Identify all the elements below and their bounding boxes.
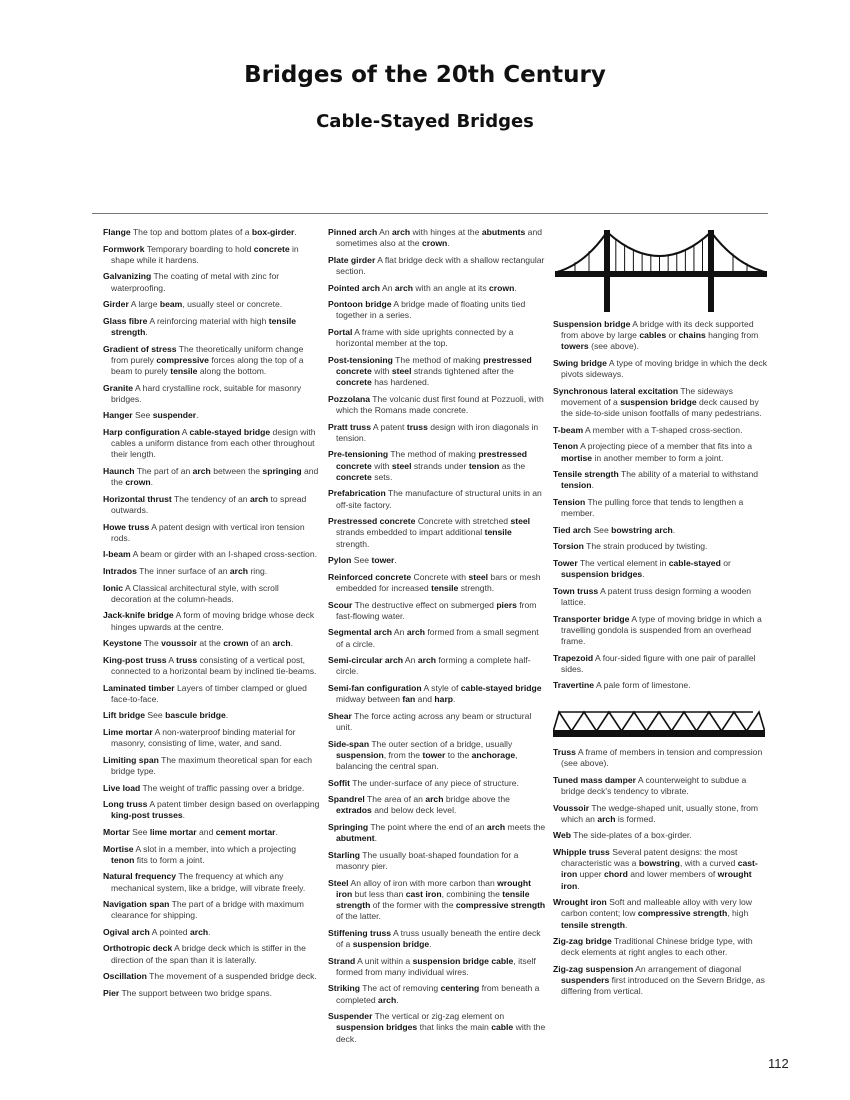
glossary-definition: A patent truss design with iron diagonals in tension. xyxy=(336,421,539,443)
glossary-definition: The strain produced by twisting. xyxy=(586,541,708,552)
glossary-definition: A truss usually beneath the entire deck of a suspension bridge. xyxy=(336,927,541,949)
glossary-entry xyxy=(553,386,771,420)
glossary-entry xyxy=(553,775,771,797)
glossary-entry xyxy=(553,803,771,825)
glossary-definition: Temporary boarding to hold concrete in shape while it hardens. xyxy=(111,243,299,265)
glossary-entry xyxy=(553,897,771,931)
glossary-entry xyxy=(103,271,321,293)
glossary-term: Oscillation xyxy=(103,971,147,982)
glossary-definition: A patent design with vertical iron tension rods. xyxy=(111,521,305,543)
glossary-definition: A non-waterproof binding material for masonry, consisting of lime, water, and sand. xyxy=(111,726,296,749)
glossary-definition: An arrangement of diagonal suspenders first introduced on the Severn Bridge, as differing from vertical. xyxy=(561,963,765,997)
glossary-term: Glass fibre xyxy=(103,315,148,326)
glossary-term: Gradient of stress xyxy=(103,343,177,354)
glossary-entry xyxy=(328,1011,546,1045)
glossary-entry xyxy=(328,355,546,389)
glossary-term: Portal xyxy=(328,326,353,337)
glossary-definition: The voussoir at the crown of an arch. xyxy=(143,638,293,649)
glossary-entry xyxy=(328,327,546,349)
glossary-definition: Soft and malleable alloy with very low carbon content; low compressive strength, high tensile strength. xyxy=(561,897,752,930)
glossary-entry xyxy=(553,358,771,380)
glossary-definition: The sideways movement of a suspension bridge deck caused by the side-to-side unison footfalls of many pedestrians. xyxy=(561,385,762,419)
glossary-entry xyxy=(328,794,546,816)
glossary-definition: An arch forming a complete half-circle. xyxy=(336,655,531,677)
glossary-definition: The destructive effect on submerged piers from fast-flowing water. xyxy=(336,599,537,621)
glossary-definition: The ability of a material to withstand tension. xyxy=(561,469,759,491)
glossary-column-right-top xyxy=(553,319,771,697)
glossary-term: Soffit xyxy=(328,777,350,788)
glossary-definition: A pale form of limestone. xyxy=(596,680,691,691)
glossary-definition: The area of an arch bridge above the extrados and below deck level. xyxy=(336,794,510,816)
glossary-column-middle xyxy=(328,227,546,1050)
glossary-definition: A bridge made of floating units tied together in a series. xyxy=(336,299,526,321)
glossary-term: Semi-circular arch xyxy=(328,655,403,666)
glossary-entry xyxy=(553,936,771,958)
glossary-definition: A hard crystalline rock, suitable for masonry bridges. xyxy=(111,382,302,404)
glossary-entry xyxy=(328,299,546,321)
glossary-entry xyxy=(103,683,321,705)
glossary-term: Mortise xyxy=(103,843,134,854)
glossary-term: Haunch xyxy=(103,465,135,476)
glossary-definition: A bridge with its deck supported from above by large cables or chains hanging from towers (see above). xyxy=(561,319,759,352)
glossary-term: Hanger xyxy=(103,410,133,421)
glossary-definition: The coating of metal with zinc for waterproofing. xyxy=(111,271,280,293)
glossary-term: Tenon xyxy=(553,441,579,452)
glossary-term: Mortar xyxy=(103,826,130,837)
glossary-definition: Concrete with steel bars or mesh embedded for increased tensile strength. xyxy=(336,571,541,593)
glossary-definition: The method of making prestressed concrete with steel strands tightened after the concrete has hardened. xyxy=(336,354,532,388)
glossary-term: Intrados xyxy=(103,565,137,576)
glossary-entry xyxy=(103,299,321,310)
page-subtitle: Cable-Stayed Bridges xyxy=(316,111,534,132)
glossary-term: Plate girder xyxy=(328,254,376,265)
glossary-entry xyxy=(553,614,771,648)
glossary-entry xyxy=(103,566,321,577)
glossary-entry xyxy=(328,227,546,249)
glossary-entry xyxy=(103,427,321,461)
glossary-definition: The usually boat-shaped foundation for a masonry pier. xyxy=(336,849,519,871)
glossary-entry xyxy=(553,441,771,463)
glossary-definition: The part of an arch between the springing and the crown. xyxy=(111,465,319,488)
glossary-entry xyxy=(328,627,546,649)
glossary-entry xyxy=(103,410,321,421)
glossary-entry xyxy=(103,710,321,721)
glossary-term: Tuned mass damper xyxy=(553,774,636,785)
page-number: 112 xyxy=(768,1056,789,1071)
glossary-term: Striking xyxy=(328,983,360,994)
glossary-definition: The part of a bridge with maximum clearance for shipping. xyxy=(111,899,304,921)
glossary-definition: A unit within a suspension bridge cable, itself formed from many individual wires. xyxy=(336,955,536,977)
glossary-term: Segmental arch xyxy=(328,627,392,638)
glossary-term: Lime mortar xyxy=(103,726,153,737)
glossary-entry xyxy=(328,394,546,416)
glossary-definition: The maximum theoretical span for each bridge type. xyxy=(111,754,313,776)
glossary-entry xyxy=(103,244,321,266)
glossary-entry xyxy=(103,316,321,338)
glossary-term: Reinforced concrete xyxy=(328,571,412,582)
glossary-definition: The pulling force that tends to lengthen a member. xyxy=(561,496,744,519)
glossary-entry xyxy=(328,449,546,483)
glossary-term: Keystone xyxy=(103,638,142,649)
glossary-term: Travertine xyxy=(553,680,595,691)
glossary-term: Howe truss xyxy=(103,521,150,532)
glossary-definition: The movement of a suspended bridge deck. xyxy=(149,971,317,982)
glossary-entry xyxy=(553,847,771,892)
glossary-entry xyxy=(553,525,771,536)
glossary-entry xyxy=(553,319,771,353)
glossary-term: Suspender xyxy=(328,1011,373,1022)
glossary-term: Tension xyxy=(553,496,586,507)
glossary-definition: The theoretically uniform change from purely compressive forces along the top of a beam to purely tensile along the bottom. xyxy=(111,343,304,376)
glossary-entry xyxy=(103,927,321,938)
glossary-term: Torsion xyxy=(553,541,584,552)
glossary-term: Pozzolana xyxy=(328,393,371,404)
glossary-term: Suspension bridge xyxy=(553,319,631,329)
glossary-column-right-bottom xyxy=(553,747,771,1003)
glossary-entry xyxy=(328,956,546,978)
glossary-entry xyxy=(553,830,771,841)
glossary-entry xyxy=(553,497,771,519)
glossary-entry xyxy=(103,783,321,794)
glossary-definition: See tower. xyxy=(353,555,397,566)
glossary-entry xyxy=(553,425,771,436)
glossary-definition: Concrete with stretched steel strands embedded to impart additional tensile strength. xyxy=(336,516,531,549)
glossary-definition: An alloy of iron with more carbon than wrought iron but less than cast iron, combining the tensile strength of the former with the compressive strength of the latter. xyxy=(336,877,546,922)
glossary-term: Flange xyxy=(103,227,131,237)
glossary-term: Navigation span xyxy=(103,899,170,910)
glossary-entry xyxy=(553,747,771,769)
glossary-entry xyxy=(328,283,546,294)
glossary-definition: A patent truss design forming a wooden lattice. xyxy=(561,585,752,607)
glossary-term: Steel xyxy=(328,877,349,888)
glossary-entry xyxy=(103,227,321,238)
glossary-definition: A pointed arch. xyxy=(151,926,211,937)
glossary-definition: An arch with an angle at its crown. xyxy=(381,282,517,293)
glossary-definition: The act of removing centering from beneath a completed arch. xyxy=(336,983,540,1005)
glossary-definition: A cable-stayed bridge design with cables a uniform distance from each other throughout their length. xyxy=(111,426,316,460)
glossary-term: Laminated timber xyxy=(103,682,175,693)
glossary-entry xyxy=(328,422,546,444)
glossary-term: Stiffening truss xyxy=(328,927,392,938)
glossary-definition: An arch with hinges at the abutments and sometimes also at the crown. xyxy=(336,227,543,249)
glossary-entry xyxy=(103,988,321,999)
page-title: Bridges of the 20th Century xyxy=(244,62,606,88)
glossary-term: Harp configuration xyxy=(103,426,180,437)
glossary-term: Pratt truss xyxy=(328,421,371,432)
glossary-entry xyxy=(103,466,321,488)
glossary-entry xyxy=(103,899,321,921)
glossary-definition: The side-plates of a box-girder. xyxy=(573,830,692,841)
glossary-entry xyxy=(103,655,321,677)
glossary-entry xyxy=(328,711,546,733)
glossary-definition: The point where the end of an arch meets the abutment. xyxy=(336,821,546,844)
glossary-definition: The weight of traffic passing over a bridge. xyxy=(142,782,305,793)
glossary-term: Transporter bridge xyxy=(553,613,630,624)
glossary-definition: A four-sided figure with one pair of parallel sides. xyxy=(561,652,756,674)
glossary-term: Horizontal thrust xyxy=(103,493,172,504)
glossary-definition: Traditional Chinese bridge type, with deck elements at right angles to each other. xyxy=(561,936,753,958)
glossary-term: Spandrel xyxy=(328,794,365,805)
glossary-entry xyxy=(103,971,321,982)
glossary-definition: See bowstring arch. xyxy=(593,524,676,535)
glossary-entry xyxy=(328,572,546,594)
glossary-term: Tensile strength xyxy=(553,469,619,480)
glossary-term: Pylon xyxy=(328,555,352,566)
glossary-term: Pontoon bridge xyxy=(328,299,392,310)
glossary-term: Tied arch xyxy=(553,524,592,535)
glossary-entry xyxy=(328,778,546,789)
glossary-entry xyxy=(103,344,321,378)
glossary-definition: A projecting piece of a member that fits into a mortise in another member to form a joint. xyxy=(561,441,753,463)
glossary-term: Pointed arch xyxy=(328,282,381,293)
glossary-term: Springing xyxy=(328,821,369,832)
glossary-term: Live load xyxy=(103,782,141,793)
glossary-entry xyxy=(103,844,321,866)
glossary-term: Granite xyxy=(103,382,134,393)
glossary-definition: The support between two bridge spans. xyxy=(121,987,272,998)
glossary-definition: A truss consisting of a vertical post, connected to a horizontal beam by inclined tie-beams. xyxy=(111,654,317,676)
glossary-definition: A beam or girder with an I-shaped cross-section. xyxy=(132,549,318,560)
glossary-definition: A member with a T-shaped cross-section. xyxy=(585,424,743,435)
glossary-term: Zig-zag bridge xyxy=(553,936,612,947)
glossary-term: Prefabrication xyxy=(328,488,386,499)
glossary-term: Semi-fan configuration xyxy=(328,682,422,693)
glossary-term: Web xyxy=(553,830,571,841)
truss-web xyxy=(553,712,765,732)
glossary-entry xyxy=(103,638,321,649)
glossary-definition: See suspender. xyxy=(135,410,199,421)
glossary-definition: A flat bridge deck with a shallow rectangular section. xyxy=(336,254,545,276)
glossary-definition: An arch formed from a small segment of a circle. xyxy=(336,627,539,649)
glossary-entry xyxy=(553,680,771,691)
glossary-definition: A form of moving bridge whose deck hinges upwards at the centre. xyxy=(111,610,315,632)
glossary-entry xyxy=(103,610,321,632)
glossary-term: Scour xyxy=(328,599,353,610)
glossary-entry xyxy=(328,600,546,622)
glossary-definition: A bridge deck which is stiffer in the direction of the span than it is laterally. xyxy=(111,943,306,965)
glossary-entry xyxy=(103,799,321,821)
glossary-term: Voussoir xyxy=(553,802,590,813)
glossary-definition: The vertical or zig-zag element on suspension bridges that links the main cable with the deck. xyxy=(336,1011,546,1044)
glossary-entry xyxy=(553,653,771,675)
glossary-definition: A slot in a member, into which a projecting tenon fits to form a joint. xyxy=(111,843,296,865)
glossary-definition: The under-surface of any piece of structure. xyxy=(352,777,519,788)
glossary-term: Tower xyxy=(553,557,578,568)
glossary-definition: The frequency at which any mechanical system, like a bridge, will vibrate freely. xyxy=(111,871,306,893)
glossary-entry xyxy=(328,928,546,950)
glossary-term: Prestressed concrete xyxy=(328,516,416,527)
glossary-definition: A reinforcing material with high tensile strength. xyxy=(111,315,296,337)
glossary-entry xyxy=(328,683,546,705)
glossary-definition: A counterweight to subdue a bridge deck's tendency to vibrate. xyxy=(561,774,747,796)
glossary-definition: The outer section of a bridge, usually suspension, from the tower to the anchorage, balancing the central span. xyxy=(336,738,518,771)
glossary-term: Shear xyxy=(328,710,352,721)
glossary-term: Strand xyxy=(328,955,356,966)
glossary-entry xyxy=(328,822,546,844)
glossary-definition: A frame of members in tension and compression (see above). xyxy=(561,747,763,769)
divider xyxy=(92,213,768,214)
glossary-definition: A type of moving bridge in which a travelling gondola is suspended from an overhead frame. xyxy=(561,613,762,646)
glossary-entry xyxy=(328,516,546,550)
glossary-term: Wrought iron xyxy=(553,897,607,908)
glossary-term: Orthotropic deck xyxy=(103,943,173,954)
glossary-entry xyxy=(553,964,771,998)
glossary-entry xyxy=(328,555,546,566)
glossary-definition: A style of cable-stayed bridge midway between fan and harp. xyxy=(336,682,542,705)
glossary-term: Natural frequency xyxy=(103,871,177,882)
glossary-term: Synchronous lateral excitation xyxy=(553,385,679,396)
glossary-definition: The top and bottom plates of a box-girder. xyxy=(132,227,297,237)
glossary-term: I-beam xyxy=(103,549,131,560)
glossary-term: Trapezoid xyxy=(553,652,594,663)
glossary-column-left xyxy=(103,227,321,1004)
glossary-entry xyxy=(553,586,771,608)
glossary-entry xyxy=(553,541,771,552)
glossary-entry xyxy=(103,827,321,838)
glossary-entry xyxy=(328,255,546,277)
glossary-entry xyxy=(553,558,771,580)
glossary-definition: The tendency of an arch to spread outwards. xyxy=(111,493,307,515)
glossary-term: Ogival arch xyxy=(103,926,150,937)
glossary-definition: The wedge-shaped unit, usually stone, from which an arch is formed. xyxy=(561,802,759,824)
glossary-term: Lift bridge xyxy=(103,710,146,721)
glossary-definition: The vertical element in cable-stayed or suspension bridges. xyxy=(561,557,731,580)
glossary-entry xyxy=(328,655,546,677)
glossary-term: Zig-zag suspension xyxy=(553,963,634,974)
glossary-definition: A frame with side uprights connected by a horizontal member at the top. xyxy=(336,326,514,349)
glossary-definition: See bascule bridge. xyxy=(147,710,229,721)
glossary-term: Pre-tensioning xyxy=(328,449,389,460)
glossary-entry xyxy=(103,383,321,405)
glossary-term: Truss xyxy=(553,747,576,757)
glossary-definition: See lime mortar and cement mortar. xyxy=(132,826,278,837)
glossary-term: Jack-knife bridge xyxy=(103,610,174,621)
glossary-term: Girder xyxy=(103,299,129,310)
glossary-entry xyxy=(328,878,546,923)
glossary-definition: A type of moving bridge in which the deck pivots sideways. xyxy=(561,358,767,380)
glossary-term: Limiting span xyxy=(103,754,159,765)
glossary-entry xyxy=(103,494,321,516)
glossary-definition: The inner surface of an arch ring. xyxy=(139,565,268,576)
glossary-definition: The force acting across any beam or structural unit. xyxy=(336,710,532,732)
glossary-term: Formwork xyxy=(103,243,145,254)
glossary-definition: A Classical architectural style, with scroll decoration at the column-heads. xyxy=(111,582,279,604)
glossary-entry xyxy=(328,488,546,510)
glossary-entry xyxy=(103,727,321,749)
glossary-definition: A patent timber design based on overlapping king-post trusses. xyxy=(111,799,320,821)
glossary-term: T-beam xyxy=(553,424,584,435)
glossary-entry xyxy=(103,943,321,965)
glossary-entry xyxy=(328,850,546,872)
glossary-entry xyxy=(553,469,771,491)
glossary-term: Side-span xyxy=(328,738,370,749)
suspension-bridge-illustration xyxy=(555,228,767,312)
glossary-term: Ionic xyxy=(103,582,124,593)
glossary-term: Whipple truss xyxy=(553,846,610,857)
glossary-definition: The volcanic dust first found at Pozzuoli, with which the Romans made concrete. xyxy=(336,393,544,415)
glossary-definition: Several patent designs: the most characteristic was a bowstring, with a curved cast-iron upper chord and lower members of wrought iron. xyxy=(561,846,758,891)
glossary-definition: Layers of timber clamped or glued face-to-face. xyxy=(111,682,307,704)
truss-illustration xyxy=(553,710,765,737)
glossary-term: Swing bridge xyxy=(553,358,607,368)
glossary-term: Pier xyxy=(103,987,120,998)
glossary-definition: A large beam, usually steel or concrete. xyxy=(130,299,283,310)
glossary-term: King-post truss xyxy=(103,654,167,665)
glossary-entry xyxy=(328,739,546,773)
glossary-entry xyxy=(103,871,321,893)
glossary-term: Starling xyxy=(328,849,360,860)
glossary-entry xyxy=(103,549,321,560)
glossary-entry xyxy=(328,983,546,1005)
glossary-term: Post-tensioning xyxy=(328,354,393,365)
glossary-entry xyxy=(103,755,321,777)
glossary-entry xyxy=(103,583,321,605)
glossary-definition: The manufacture of structural units in an off-site factory. xyxy=(336,488,542,510)
glossary-term: Pinned arch xyxy=(328,227,378,237)
glossary-definition: The method of making prestressed concrete with steel strands under tension as the concrete sets. xyxy=(336,449,528,482)
glossary-entry xyxy=(103,522,321,544)
glossary-term: Galvanizing xyxy=(103,271,152,282)
glossary-term: Long truss xyxy=(103,799,148,810)
glossary-term: Town truss xyxy=(553,585,599,596)
